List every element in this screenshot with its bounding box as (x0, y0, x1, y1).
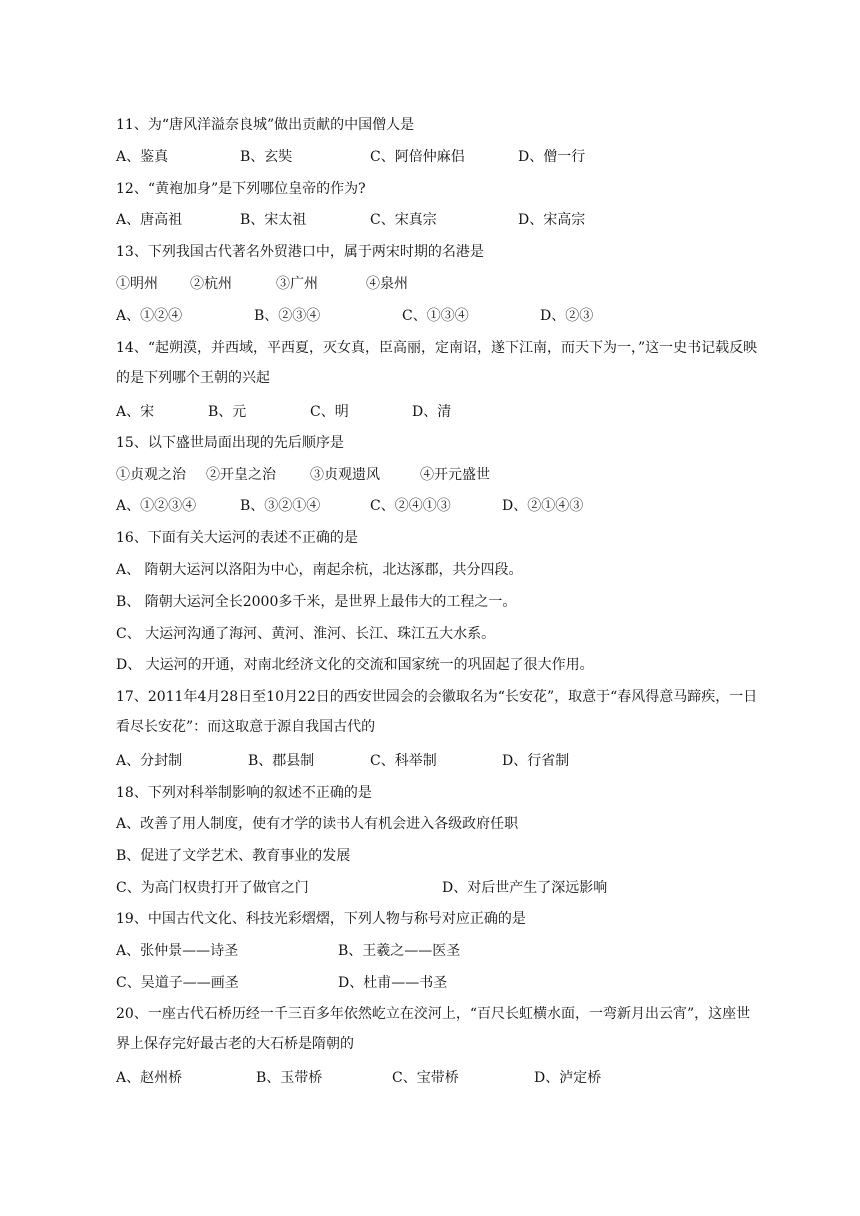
option-a: A、张仲景——诗圣 (116, 943, 239, 959)
option-a: A、宋 (116, 404, 155, 420)
option-a: A、①②④ (116, 308, 183, 324)
option-c: C、②④①③ (370, 498, 451, 514)
question-17-stem: 17、2011年4月28日至10月22日的西安世园会的会徽取名为“长安花”，取意于“春风得意马蹄疾，一日看尽长安花”：而这取意于源自我国古代的 (116, 689, 758, 735)
item-4: ④泉州 (366, 276, 408, 292)
option-a: A、赵州桥 (116, 1070, 183, 1086)
item-1: ①明州 (116, 276, 158, 292)
question-16-option-b: B、 隋朝大运河全长2000多千米，是世界上最伟大的工程之一。 (116, 594, 517, 610)
option-c: C、吴道子——画圣 (116, 975, 239, 991)
option-d: D、②③ (540, 308, 594, 324)
option-a: A、分封制 (116, 753, 183, 769)
option-b: B、③②①④ (240, 498, 321, 514)
option-d: D、清 (412, 404, 452, 420)
option-a: A、鉴真 (116, 149, 169, 165)
question-16-stem: 16、下面有关大运河的表述不正确的是 (116, 530, 358, 546)
option-c: C、宋真宗 (370, 212, 437, 228)
option-d: D、对后世产生了深远影响 (442, 880, 608, 896)
option-a: A、唐高祖 (116, 212, 183, 228)
option-c: C、为高门权贵打开了做官之门 (116, 880, 309, 896)
option-c: C、明 (310, 404, 349, 420)
item-4: ④开元盛世 (420, 467, 490, 483)
question-16-option-a: A、 隋朝大运河以洛阳为中心，南起余杭，北达涿郡，共分四段。 (116, 562, 523, 578)
option-c: C、①③④ (402, 308, 469, 324)
option-d: D、宋高宗 (518, 212, 586, 228)
option-a: A、①②③④ (116, 498, 197, 514)
question-16-option-c: C、 大运河沟通了海河、黄河、淮河、长江、珠江五大水系。 (116, 626, 496, 642)
option-b: B、元 (208, 404, 247, 420)
option-d: D、泸定桥 (534, 1070, 602, 1086)
question-14-stem: 14、“起朔漠，并西域，平西夏，灭女真，臣高丽，定南诏，遂下江南，而天下为一，”这一史书记载反映的是下列哪个王朝的兴起 (116, 340, 758, 386)
option-c: C、宝带桥 (392, 1070, 459, 1086)
option-c: C、阿倍仲麻侣 (370, 149, 465, 165)
question-15-stem: 15、以下盛世局面出现的先后顺序是 (116, 435, 344, 451)
item-2: ②杭州 (190, 276, 232, 292)
item-1: ①贞观之治 (116, 467, 186, 483)
item-2: ②开皇之治 (206, 467, 276, 483)
question-13-stem: 13、下列我国古代著名外贸港口中，属于两宋时期的名港是 (116, 244, 484, 260)
option-d: D、②①④③ (502, 498, 584, 514)
option-b: B、郡县制 (248, 753, 315, 769)
option-b: B、玄奘 (240, 149, 293, 165)
item-3: ③广州 (276, 276, 318, 292)
question-18-option-a: A、改善了用人制度，使有才学的读书人有机会进入各级政府任职 (116, 816, 519, 832)
question-16-option-d: D、 大运河的开通，对南北经济文化的交流和国家统一的巩固起了很大作用。 (116, 657, 594, 673)
option-b: B、王羲之——医圣 (338, 943, 461, 959)
option-b: B、玉带桥 (256, 1070, 323, 1086)
question-11-stem: 11、为“唐风洋溢奈良城”做出贡献的中国僧人是 (116, 117, 415, 133)
option-b: B、宋太祖 (240, 212, 307, 228)
question-19-stem: 19、中国古代文化、科技光彩熠熠，下列人物与称号对应正确的是 (116, 911, 526, 927)
option-b: B、②③④ (254, 308, 321, 324)
option-d: D、行省制 (502, 753, 570, 769)
question-18-stem: 18、下列对科举制影响的叙述不正确的是 (116, 785, 372, 801)
question-12-stem: 12、“黄袍加身”是下列哪位皇帝的作为? (116, 181, 366, 197)
option-c: C、科举制 (370, 753, 437, 769)
question-20-stem: 20、一座古代石桥历经一千三百多年依然屹立在洨河上，“百尺长虹横水面，一弯新月出云宵”，这座世界上保存完好最古老的大石桥是隋朝的 (116, 1006, 751, 1052)
item-3: ③贞观遗风 (310, 467, 380, 483)
option-d: D、僧一行 (518, 149, 586, 165)
option-d: D、杜甫——书圣 (338, 975, 448, 991)
question-18-option-b: B、促进了文学艺术、教育事业的发展 (116, 848, 351, 864)
